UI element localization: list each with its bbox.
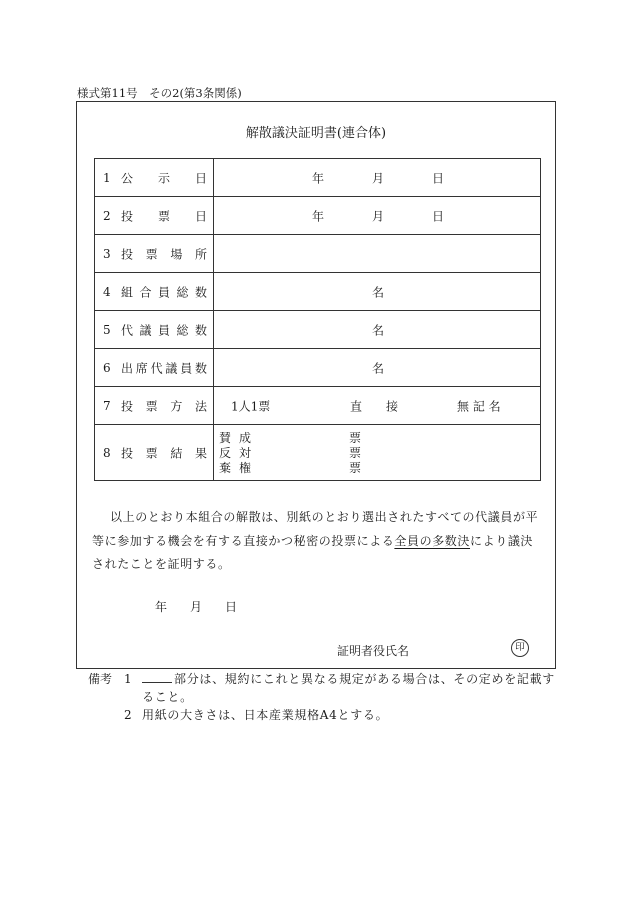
count-value-cell[interactable] xyxy=(214,273,541,311)
result-approve xyxy=(219,431,379,446)
row-label: 投票方法 xyxy=(121,399,207,413)
day-unit: 日 xyxy=(432,209,445,223)
vote-unit: 票 xyxy=(349,461,362,475)
remark-body: 部分は、規約にこれと異なる規定がある場合は、その定めを記載すること。 xyxy=(142,672,556,704)
table-row xyxy=(95,197,541,235)
row-label: 投票場所 xyxy=(121,247,207,261)
remark-item xyxy=(88,706,558,724)
row-label-cell xyxy=(95,311,214,349)
row-number: 7 xyxy=(103,398,111,413)
row-label-cell xyxy=(95,349,214,387)
table-row xyxy=(95,387,541,425)
year-unit: 年 xyxy=(312,171,325,185)
row-number: 4 xyxy=(103,284,111,299)
year-unit: 年 xyxy=(312,209,325,223)
row-label-cell xyxy=(95,235,214,273)
remark-number: 1 xyxy=(124,672,132,686)
row-label: 代議員総数 xyxy=(121,323,207,337)
count-unit: 名 xyxy=(372,285,385,299)
row-label-cell xyxy=(95,197,214,235)
document-title: 解散議決証明書(連合体) xyxy=(245,126,387,141)
method-direct: 直 接 xyxy=(350,399,399,413)
statement-text: 以上のとおり本組合の解散は、別紙のとおり選出されたすべての代議員が平等に参加する機会を有する直接かつ秘密の投票による xyxy=(92,510,539,548)
row-label: 出席代議員数 xyxy=(121,361,207,375)
remark-item xyxy=(88,670,558,706)
row-label-cell xyxy=(95,387,214,425)
day-unit: 日 xyxy=(432,171,445,185)
certificate-table xyxy=(94,158,541,481)
remark-text xyxy=(142,670,558,706)
month-unit: 月 xyxy=(372,209,385,223)
row-number: 2 xyxy=(103,208,111,223)
remarks-section xyxy=(88,670,558,724)
date-day: 日 xyxy=(225,600,238,614)
vote-unit: 票 xyxy=(349,431,362,445)
table-row xyxy=(95,349,541,387)
form-number-label: 様式第11号 その2(第3条関係) xyxy=(77,86,242,100)
location-value-cell[interactable] xyxy=(214,235,541,273)
vote-unit: 票 xyxy=(349,446,362,460)
certification-statement xyxy=(92,506,542,577)
remarks-heading: 備考 xyxy=(88,672,113,686)
result-label: 棄権 xyxy=(219,461,260,475)
month-unit: 月 xyxy=(372,171,385,185)
row-label-cell xyxy=(95,273,214,311)
count-value-cell[interactable] xyxy=(214,349,541,387)
method-secret-ballot: 無 記 名 xyxy=(457,399,501,413)
table-row xyxy=(95,273,541,311)
underlined-text: 全員の多数決 xyxy=(394,533,471,548)
date-value-cell[interactable] xyxy=(214,159,541,197)
result-abstain xyxy=(219,461,379,476)
row-label: 投票結果 xyxy=(121,446,207,460)
certificate-frame xyxy=(76,101,556,669)
seal-mark: 印 xyxy=(511,639,529,657)
table-row xyxy=(95,311,541,349)
row-label-cell xyxy=(95,425,214,481)
statement-text-end: により議決されたことを証明する。 xyxy=(92,533,534,571)
result-list xyxy=(219,431,379,476)
method-one-per-person: 1人1票 xyxy=(231,399,271,413)
result-label: 賛成 xyxy=(219,431,260,445)
row-number: 6 xyxy=(103,360,111,375)
row-number: 5 xyxy=(103,322,111,337)
table-row xyxy=(95,235,541,273)
count-value-cell[interactable] xyxy=(214,311,541,349)
row-number: 1 xyxy=(103,170,111,185)
remark-number: 2 xyxy=(124,708,132,722)
row-number: 3 xyxy=(103,246,111,261)
result-label: 反対 xyxy=(219,446,260,460)
date-value-cell[interactable] xyxy=(214,197,541,235)
row-label: 公示日 xyxy=(121,171,207,185)
count-unit: 名 xyxy=(372,361,385,375)
underline-sample xyxy=(142,672,172,683)
voting-method-cell xyxy=(214,387,541,425)
row-label: 組合員総数 xyxy=(121,285,207,299)
row-label-cell xyxy=(95,159,214,197)
count-unit: 名 xyxy=(372,323,385,337)
row-label: 投票日 xyxy=(121,209,207,223)
row-number: 8 xyxy=(103,445,111,460)
voting-result-cell[interactable] xyxy=(214,425,541,481)
date-month: 月 xyxy=(190,600,203,614)
table-row xyxy=(95,425,541,481)
result-oppose xyxy=(219,446,379,461)
remark-text: 用紙の大きさは、日本産業規格A4とする。 xyxy=(142,708,389,722)
certifier-name-label: 証明者役氏名 xyxy=(337,644,410,658)
table-row xyxy=(95,159,541,197)
date-year: 年 xyxy=(155,600,168,614)
